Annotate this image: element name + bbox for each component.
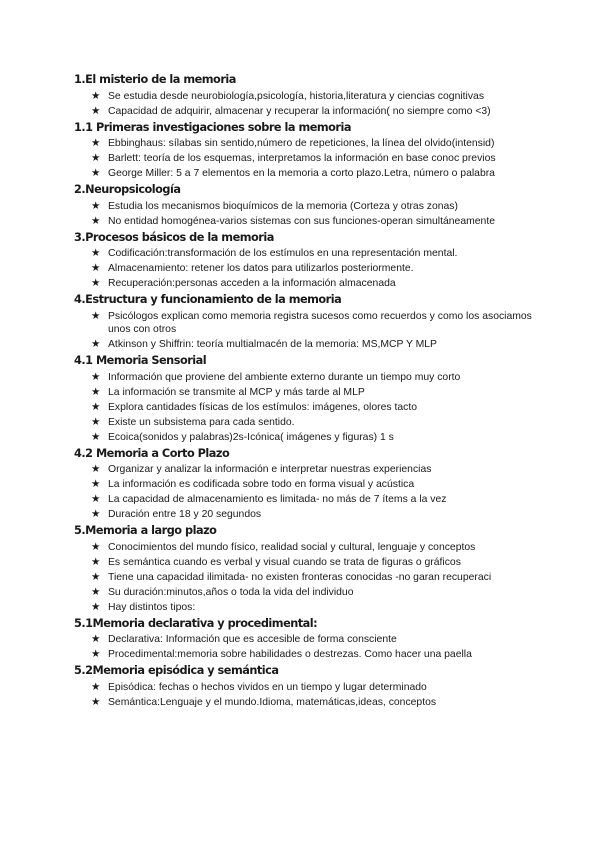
section-heading: 4.2 Memoria a Corto Plazo [74, 446, 230, 460]
list-item-text: No entidad homogénea-varios sistemas con sus funciones-operan simultáneamente [108, 215, 495, 227]
list-item [91, 152, 574, 166]
list-item-text: Capacidad de adquirir, almacenar y recuperar la información( no siempre como <3) [108, 105, 491, 117]
list-item [91, 90, 574, 104]
section-heading: 5.2Memoria episódica y semántica [74, 664, 279, 677]
section [74, 292, 574, 352]
list-item [91, 681, 574, 695]
star-bullet-icon: ★ [91, 555, 101, 568]
list-item [91, 493, 574, 507]
bullet-list [74, 90, 574, 119]
bullet-list [74, 310, 574, 352]
list-item-text: La información es codificada sobre todo en forma visual y acústica [108, 479, 415, 490]
list-item-text: Almacenamiento: retener los datos para utilizarlos posteriormente. [108, 263, 414, 274]
list-item-text: Declarativa: Información que es accesible de forma consciente [108, 634, 397, 645]
list-item-text: Barlett: teoría de los esquemas, interpretamos la información en base conoc previos [108, 153, 496, 164]
bullet-list [74, 371, 574, 445]
section [74, 353, 574, 444]
star-bullet-icon: ★ [91, 430, 101, 443]
list-item [91, 431, 574, 445]
section [74, 616, 574, 662]
star-bullet-icon: ★ [91, 415, 101, 428]
list-item [91, 478, 574, 492]
list-item [91, 586, 574, 600]
list-item-text: George Miller: 5 a 7 elementos en la memoria a corto plazo.Letra, número o palabra [108, 168, 495, 179]
list-item-text: Hay distintos tipos: [108, 601, 196, 613]
section [74, 120, 574, 181]
section-heading: 4.1 Memoria Sensorial [74, 354, 207, 367]
list-item-text: Episódica: fechas o hechos vividos en un tiempo y lugar determinado [108, 681, 427, 693]
star-bullet-icon: ★ [91, 338, 101, 350]
star-bullet-icon: ★ [91, 463, 101, 475]
star-bullet-icon: ★ [91, 309, 101, 322]
section-heading: 5.Memoria a largo plazo [74, 524, 217, 537]
star-bullet-icon: ★ [91, 370, 101, 383]
list-item-text: Psicólogos explican como memoria registra sucesos como recuerdos y como los asociamos unos con otros [108, 310, 532, 335]
star-bullet-icon: ★ [91, 648, 101, 660]
list-item-text: Explora cantidades físicas de los estímulos: imágenes, olores tacto [108, 401, 417, 413]
star-bullet-icon: ★ [91, 493, 101, 505]
list-item [91, 262, 574, 276]
bullet-list [74, 541, 574, 615]
section-heading: 1.1 Primeras investigaciones sobre la memoria [74, 120, 351, 134]
section [74, 523, 574, 614]
star-bullet-icon: ★ [91, 277, 101, 289]
list-item [91, 601, 574, 615]
bullet-list [74, 681, 574, 710]
list-item [91, 648, 574, 662]
bullet-list [74, 633, 574, 662]
star-bullet-icon: ★ [91, 137, 101, 149]
section [74, 446, 574, 522]
list-item-text: Estudia los mecanismos bioquímicos de la memoria (Corteza y otras zonas) [108, 200, 458, 212]
list-item [91, 137, 574, 151]
bullet-list [74, 137, 574, 181]
list-item [91, 571, 574, 585]
list-item-text: Ebbinghaus: sílabas sin sentido,número de repeticiones, la línea del olvido(intensid) [108, 138, 495, 149]
bullet-list [74, 247, 574, 291]
list-item-text: Información que proviene del ambiente externo durante un tiempo muy corto [108, 371, 461, 383]
star-bullet-icon: ★ [91, 478, 101, 490]
list-item-text: Procedimental:memoria sobre habilidades o destrezas. Como hacer una paella [108, 649, 472, 660]
star-bullet-icon: ★ [91, 104, 101, 117]
section-heading: 5.1Memoria declarativa y procedimental: [74, 616, 318, 630]
star-bullet-icon: ★ [91, 508, 101, 520]
list-item-text: Ecoica(sonidos y palabras)2s-Icónica( imágenes y figuras) 1 s [108, 431, 394, 443]
list-item-text: Existe un subsistema para cada sentido. [108, 416, 295, 428]
list-item-text: Organizar y analizar la información e interpretar nuestras experiencias [108, 464, 432, 475]
star-bullet-icon: ★ [91, 167, 101, 179]
list-item-text: Tiene una capacidad ilimitada- no existen fronteras conocidas -no garan recuperaci [108, 571, 492, 583]
star-bullet-icon: ★ [91, 385, 101, 398]
list-item [91, 310, 574, 337]
star-bullet-icon: ★ [91, 633, 101, 645]
list-item [91, 633, 574, 647]
list-item [91, 338, 574, 352]
star-bullet-icon: ★ [91, 89, 101, 102]
section [74, 182, 574, 228]
list-item-text: Semántica:Lenguaje y el mundo.Idioma, matemáticas,ideas, conceptos [108, 696, 437, 708]
section [74, 230, 574, 291]
bullet-list [74, 200, 574, 229]
bullet-list [74, 463, 574, 522]
list-item [91, 416, 574, 430]
section-heading: 2.Neuropsicología [74, 183, 181, 196]
list-item [91, 696, 574, 710]
section-heading: 4.Estructura y funcionamiento de la memoria [74, 293, 342, 306]
list-item [91, 541, 574, 555]
star-bullet-icon: ★ [91, 214, 101, 227]
star-bullet-icon: ★ [91, 152, 101, 164]
section [74, 663, 574, 709]
list-item [91, 371, 574, 385]
list-item-text: Codificación:transformación de los estímulos en una representación mental. [108, 248, 458, 259]
list-item [91, 167, 574, 181]
list-item-text: Se estudia desde neurobiología,psicología, historia,literatura y ciencias cognitivas [108, 90, 485, 102]
list-item-text: Es semántica cuando es verbal y visual cuando se trata de figuras o gráficos [108, 556, 461, 568]
list-item [91, 508, 574, 522]
star-bullet-icon: ★ [91, 585, 101, 598]
section-heading: 1.El misterio de la memoria [74, 73, 236, 86]
list-item [91, 556, 574, 570]
star-bullet-icon: ★ [91, 400, 101, 413]
list-item [91, 401, 574, 415]
list-item-text: La información se transmite al MCP y más tarde al MLP [108, 386, 365, 398]
star-bullet-icon: ★ [91, 570, 101, 583]
star-bullet-icon: ★ [91, 680, 101, 693]
list-item [91, 215, 574, 229]
star-bullet-icon: ★ [91, 199, 101, 212]
list-item [91, 277, 574, 291]
star-bullet-icon: ★ [91, 540, 101, 553]
star-bullet-icon: ★ [91, 695, 101, 708]
section [74, 72, 574, 118]
star-bullet-icon: ★ [91, 247, 101, 259]
list-item-text: Recuperación:personas acceden a la información almacenada [108, 278, 396, 289]
list-item [91, 463, 574, 477]
list-item [91, 386, 574, 400]
section-heading: 3.Procesos básicos de la memoria [74, 230, 274, 244]
list-item [91, 200, 574, 214]
list-item-text: Atkinson y Shiffrin: teoría multialmacén de la memoria: MS,MCP Y MLP [108, 339, 437, 350]
list-item-text: Su duración:minutos,años o toda la vida del individuo [108, 586, 354, 598]
list-item-text: Conocimientos del mundo físico, realidad social y cultural, lenguaje y conceptos [108, 541, 476, 553]
list-item [91, 105, 574, 119]
star-bullet-icon: ★ [91, 600, 101, 613]
list-item-text: La capacidad de almacenamiento es limitada- no más de 7 ítems a la vez [108, 494, 447, 505]
list-item [91, 247, 574, 261]
document-page [74, 72, 574, 711]
list-item-text: Duración entre 18 y 20 segundos [108, 509, 262, 520]
star-bullet-icon: ★ [91, 262, 101, 274]
